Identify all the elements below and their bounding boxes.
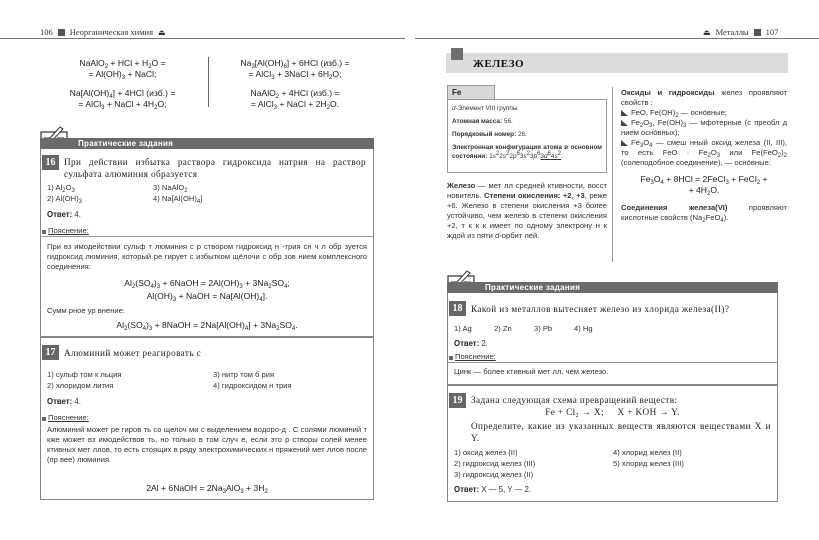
running-title: Металлы <box>715 27 749 37</box>
equation-1: NaAlO$_2$ + HCl + $H_2O$ = = $Al(OH)_3$ + NaCl; <box>79 58 166 81</box>
equation: $Al_2(SO_4)_3$ + 6NaOH = $2Al(OH)_3 + 3Na_2SO_4$; <box>124 278 290 290</box>
oxide-item: FeO, $Fe(OH)_2$ — осно́вные; <box>621 108 787 118</box>
element-symbol-tab: Fe <box>447 85 495 99</box>
task-question: Задана следующая схема превращений веществ: <box>471 395 678 405</box>
equation-3: $Na_3[Al(OH)_6] + 6HCl$ (изб.) = = AlCl$_3$ + 3NaCl + $6H_2O$; <box>240 58 350 81</box>
option-4: 4) Hg <box>574 324 593 333</box>
oxide-item: $Fe_3O_4$ — смеш нный оксид железа (II, III), то есть FeO · $Fe_2O_3$ или $Fe(FeO_2)_2$ (солеподобное соединение), — осно́вные: <box>621 138 788 167</box>
atomic-mass: Атомная масса: 56. <box>452 118 513 125</box>
oxide-item: $Fe_2O_3$, $Fe(OH)_3$ — мфотерные (с преобл д нием осно́вных); <box>621 118 787 137</box>
option-4: 4) хлорид желез (II) <box>613 448 682 457</box>
equation: $Al_2(SO_4)_3$ + 8NaOH = $2Na[Al(OH)_4] + 3Na_2SO_4$. <box>116 320 298 332</box>
square-bullet-icon <box>754 29 761 36</box>
task-17-box <box>40 337 374 500</box>
option-3: 3) гидроксид желез (II) <box>454 470 534 479</box>
page-number: 107 <box>765 27 779 37</box>
task-19-box <box>447 385 778 502</box>
explanation-label: Пояснение: <box>48 226 380 235</box>
task-question: При действии избытка раствора гидроксида натрия на раствор сульфата алюминия образуется <box>64 157 366 179</box>
answer: Ответ: 4. <box>47 210 81 219</box>
option-3: 3) NaAlO$_2$ <box>153 183 188 194</box>
triangle-bullet-icon <box>621 140 628 146</box>
summary-label: Сумм рное ур внение: <box>47 306 125 315</box>
atomic-number: Порядковый номер: 26. <box>452 131 527 138</box>
page-number: 106 <box>40 27 53 37</box>
equation-4: NaAlO$_2$ + 4HCl (изб.) = = AlCl$_3$ + NaCl + $2H_2O$. <box>250 88 340 111</box>
option-1: 1) сульф том к льция <box>47 370 122 379</box>
task-16-box <box>40 149 374 337</box>
option-4: 4) гидроксидом н трия <box>213 381 292 390</box>
electron-config: Электронная конфигурация атома в основном состоянии: $1s^22s^22p^63s^23p^63d^64s^2$. <box>452 144 602 160</box>
option-3: 3) нитр том б рия <box>213 370 275 379</box>
task-18-box <box>447 293 778 385</box>
triangle-bullet-icon <box>621 110 628 116</box>
square-bullet-icon <box>58 29 65 36</box>
left-running-header <box>40 27 166 37</box>
option-2: 2) хлоридом лития <box>47 381 114 390</box>
option-5: 5) хлорид желез (III) <box>613 459 684 468</box>
option-4: 4) $Na[Al(OH)_4]$ <box>153 194 203 205</box>
right-running-header <box>703 27 778 37</box>
task-number: 19 <box>449 393 466 408</box>
fe3o4-equation: $Fe_3O_4 + 8HCl$ = 2FeCl$_3$ + FeCl$_2$ + + $4H_2O$. <box>640 174 768 197</box>
header-rule <box>415 38 819 39</box>
running-title: Неорганическая химия <box>69 27 153 37</box>
option-1: 1) Ag <box>454 324 472 333</box>
flask-icon: ⏏ <box>158 27 166 37</box>
explanation-label: Пояснение: <box>455 352 784 361</box>
oxides-section <box>621 88 787 223</box>
equation: $Al(OH)_3$ + NaOH = $Na[Al(OH)_4]$. <box>146 291 268 303</box>
practice-header: Практические задания <box>40 138 374 149</box>
explanation-text: Цинк — более ктивный мет лл, чем железо. <box>454 367 609 376</box>
task-question: Алюминий может реагировать с <box>64 348 202 358</box>
answer: Ответ: 2. <box>454 339 488 348</box>
option-1: 1) $Al_2O_3$ <box>47 183 75 194</box>
iron-vi-text: Соединения железа(VI) проявляют кислотные свойств $(Na_2FeO_4)$. <box>621 203 787 224</box>
section-title: ЖЕЛЕЗО <box>473 58 525 70</box>
divider <box>448 362 777 363</box>
option-2: 2) гидроксид желез (III) <box>454 459 536 468</box>
equation-2: $Na[Al(OH)_4] + 4HCl$ (изб.) = = AlCl$_3$ + NaCl + $4H_2O$; <box>69 88 176 111</box>
flask-icon: ⏏ <box>703 27 711 37</box>
equation: 2Al + 6NaOH = $2Na_3AlO_3 + 3H_2$ <box>146 483 268 495</box>
explanation-label: Пояснение: <box>48 413 380 422</box>
task-question: Какой из металлов вытесняет железо из хлорида железа(II)? <box>471 304 730 314</box>
iron-description: Железо — мет лл средней ктивности, восст новитель. Степени окисления: +2, +3, реже +6. Железо в степени окисления +3 более устойчиво, чем железо в степени окисления +2, т к к к имеет по одному электрону н к ждой из пяти d-орбит лей. <box>447 181 607 240</box>
oxides-intro: Оксиды и гидроксиды желез проявляют свойств : <box>621 88 787 107</box>
explanation-text: При вз имодействии сульф т люминия с р створом гидроксид н -трия сн ч л обр зуется гидроксид люминия, который ре гирует с избытком щёлочи с обр зов нием комплексного соединения: <box>47 242 367 271</box>
task-number: 18 <box>449 301 466 316</box>
header-rule <box>0 38 405 39</box>
practice-header: Практические задания <box>447 282 778 293</box>
option-1: 1) оксид желез (II) <box>454 448 518 457</box>
square-marker-icon <box>451 48 463 60</box>
column-divider <box>612 87 613 262</box>
divider <box>41 236 373 237</box>
element-card <box>447 99 607 173</box>
option-2: 2) Zn <box>494 324 512 333</box>
option-2: 2) $Al(OH)_3$ <box>47 194 82 205</box>
task-number: 17 <box>42 345 59 360</box>
transformation-scheme: $Fe + Cl_2 \to X$; X + KOH → Y. <box>545 407 680 419</box>
triangle-bullet-icon <box>621 120 628 126</box>
option-3: 3) Pb <box>534 324 553 333</box>
task-number: 16 <box>42 155 59 170</box>
task-question-2: Определите, какие из указанных веществ являются веществами X и Y. <box>471 421 771 443</box>
element-group: d-Элемент VIII группы. <box>452 105 520 112</box>
explanation-text: Алюминий может ре гиров ть со щелоч ми с выделением водоро-д . С солями люминий т кже может вз имодействов ть, но только в том случ е, если это р створы солей менее ктивных мет ллов, то есть стоящих в ряду электрохимических н пряжений мет ллов после (пр вее) люминия. <box>47 425 367 464</box>
column-divider <box>208 57 209 107</box>
answer: Ответ: 4. <box>47 397 81 406</box>
answer: Ответ: X — 5, Y — 2. <box>454 485 531 494</box>
